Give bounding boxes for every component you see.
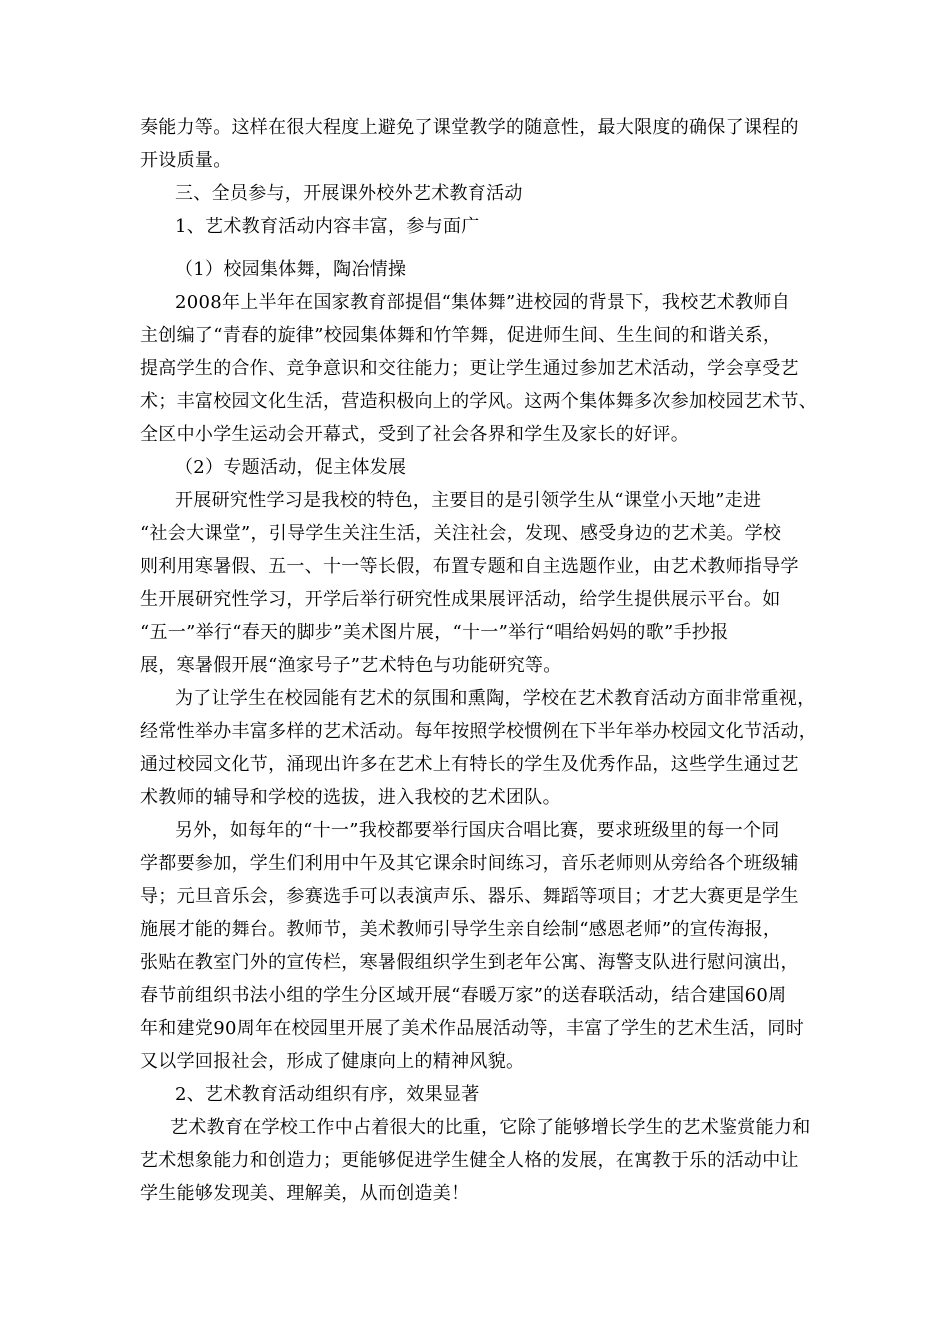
text-line: 学都要参加，学生们利用中午及其它课余时间练习，音乐老师则从旁给各个班级辅 (140, 853, 799, 874)
text-line: 主创编了“青春的旋律”校园集体舞和竹竿舞，促进师生间、生生间的和谐关系， (140, 325, 782, 346)
text-line: 术；丰富校园文化生活，营造积极向上的学风。这两个集体舞多次参加校园艺术节、 (140, 391, 818, 412)
text-line: 展，寒暑假开展“渔家号子”艺术特色与功能研究等。 (140, 655, 562, 676)
text-line: “社会大课堂”，引导学生关注生活，关注社会，发现、感受身边的艺术美。学校 (140, 523, 782, 544)
subsection-heading: 1、艺术教育活动内容丰富，参与面广 (175, 216, 480, 237)
text-line: 又以学回报社会，形成了健康向上的精神风貌。 (140, 1051, 525, 1072)
text-line: 艺术教育在学校工作中占着很大的比重，它除了能够增长学生的艺术鉴赏能力和 (170, 1117, 811, 1138)
text-line: 开展研究性学习是我校的特色，主要目的是引领学生从“课堂小天地”走进 (175, 490, 762, 511)
text-line: 通过校园文化节，涌现出许多在艺术上有特长的学生及优秀作品，这些学生通过艺 (140, 754, 799, 775)
text-line: 艺术想象能力和创造力；更能够促进学生健全人格的发展，在寓教于乐的活动中让 (140, 1150, 799, 1171)
text-line: 春节前组织书法小组的学生分区域开展“春暖万家”的送春联活动，结合建国60周 (140, 985, 787, 1006)
text-line: 施展才能的舞台。教师节，美术教师引导学生亲自绘制“感恩老师”的宣传海报， (140, 919, 782, 940)
subsubsection-heading: （1）校园集体舞，陶冶情操 (175, 259, 407, 280)
subsection-heading: 2、艺术教育活动组织有序，效果显著 (175, 1084, 480, 1105)
text-line: 学生能够发现美、理解美，从而创造美！ (140, 1183, 470, 1204)
text-line: 经常性举办丰富多样的艺术活动。每年按照学校惯例在下半年举办校园文化节活动， (140, 721, 818, 742)
text-line: 年和建党90周年在校园里开展了美术作品展活动等，丰富了学生的艺术生活，同时 (140, 1018, 805, 1039)
text-line: “五一”举行“春天的脚步”美术图片展，“十一”举行“唱给妈妈的歌”手抄报 (140, 622, 729, 643)
text-line: 则利用寒暑假、五一、十一等长假，布置专题和自主选题作业，由艺术教师指导学 (140, 556, 799, 577)
text-line: 张贴在教室门外的宣传栏，寒暑假组织学生到老年公寓、海警支队进行慰问演出， (140, 952, 799, 973)
text-line: 2008年上半年在国家教育部提倡“集体舞”进校园的背景下，我校艺术教师自 (175, 292, 791, 313)
text-line: 生开展研究性学习，开学后举行研究性成果展评活动，给学生提供展示平台。如 (140, 589, 781, 610)
text-line: 奏能力等。这样在很大程度上避免了课堂教学的随意性，最大限度的确保了课程的 (140, 117, 799, 138)
text-line: 术教师的辅导和学校的选拔，进入我校的艺术团队。 (140, 787, 561, 808)
subsubsection-heading: （2）专题活动，促主体发展 (175, 457, 407, 478)
text-line: 为了让学生在校园能有艺术的氛围和熏陶，学校在艺术教育活动方面非常重视， (175, 688, 816, 709)
text-line: 另外，如每年的“十一”我校都要举行国庆合唱比赛，要求班级里的每一个同 (175, 820, 780, 841)
text-line: 导；元旦音乐会，参赛选手可以表演声乐、器乐、舞蹈等项目；才艺大赛更是学生 (140, 886, 799, 907)
section-heading: 三、全员参与，开展课外校外艺术教育活动 (175, 183, 523, 204)
text-line: 开设质量。 (140, 150, 232, 171)
text-line: 提高学生的合作、竞争意识和交往能力；更让学生通过参加艺术活动，学会享受艺 (140, 358, 799, 379)
text-line: 全区中小学生运动会开幕式，受到了社会各界和学生及家长的好评。 (140, 424, 689, 445)
